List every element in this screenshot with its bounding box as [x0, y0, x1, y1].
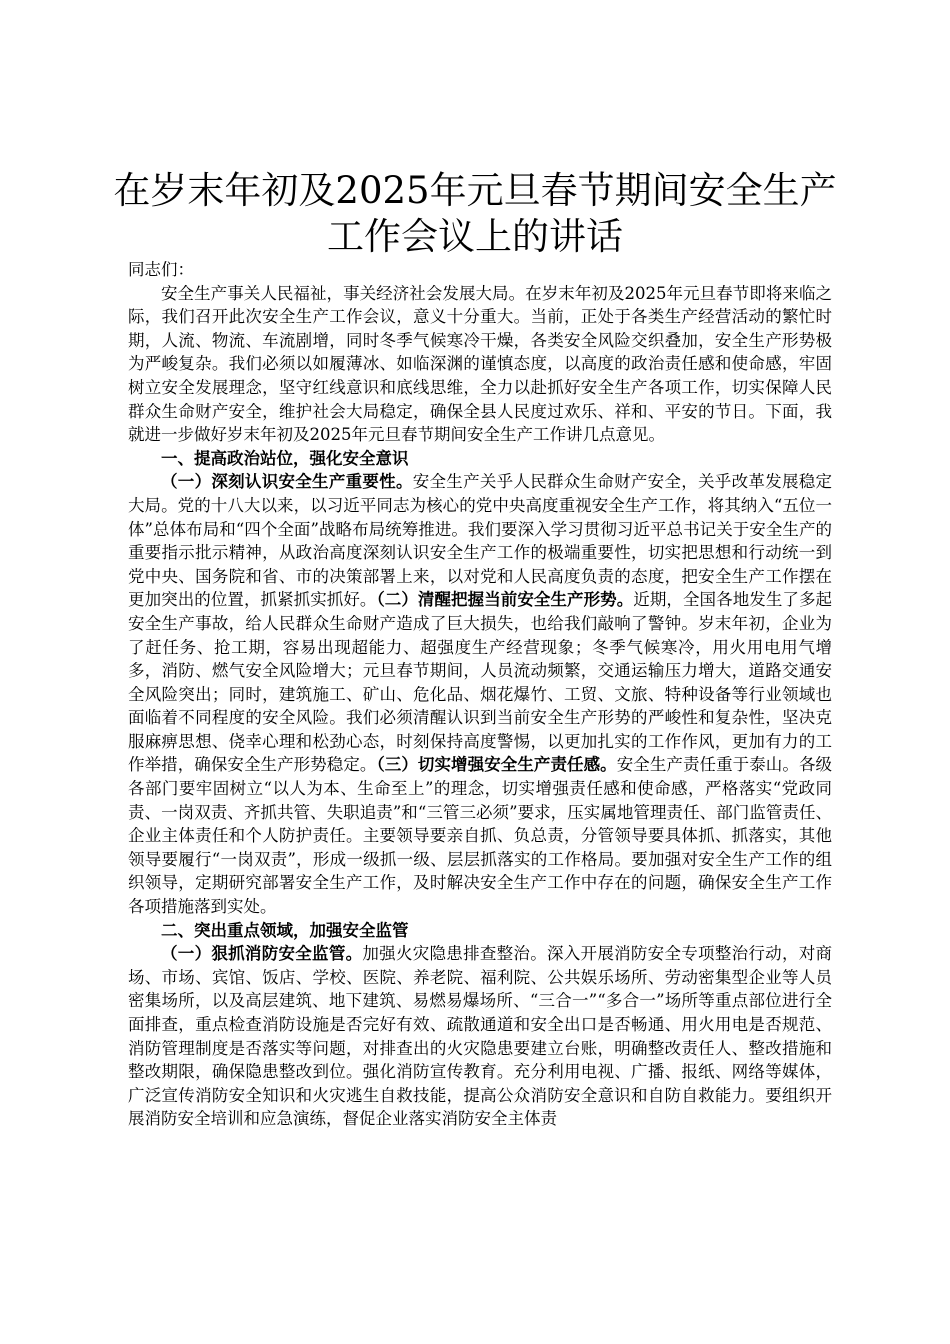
- subsection-1-3-text: 安全生产责任重于泰山。各级各部门要牢固树立“以人为本、生命至上”的理念，切实增强责任感和使命感，严格落实“党政同责、一岗双责、齐抓共管、失职追责”和“三管三必须”要求，压实属地管理责任、部门监管责任、企业主体责任和个人防护责任。主要领导要亲自抓、负总责，分管领导要具体抓、抓落实，其他领导要履行“一岗双责”，形成一级抓一级、层层抓落实的工作格局。要加强对安全生产工作的组织领导，定期研究部署安全生产工作，及时解决安全生产工作中存在的问题，确保安全生产工作各项措施落到实处。: [128, 755, 833, 917]
- section-1-heading: 一、提高政治站位，强化安全意识: [161, 448, 409, 468]
- subsection-1-3-heading: （三）切实增强安全生产责任感。: [376, 755, 617, 775]
- subsection-1-2-heading: （二）清醒把握当前安全生产形势。: [376, 590, 634, 610]
- subsection-2-1-text: 加强火灾隐患排查整治。深入开展消防安全专项整治行动，对商场、市场、宾馆、饭店、学校、医院、养老院、福利院、公共娱乐场所、劳动密集型企业等人员密集场所，以及高层建筑、地下建筑、易燃易爆场所、“三合一”“多合一”场所等重点部位进行全面排查，重点检查消防设施是否完好有效、疏散通道和安全出口是否畅通、用火用电是否规范、消防管理制度是否落实等问题，对排查出的火灾隐患要建立台账，明确整改责任人、整改措施和整改期限，确保隐患整改到位。强化消防宣传教育。充分利用电视、广播、报纸、网络等媒体，广泛宣传消防安全知识和火灾逃生自救技能，提高公众消防安全意识和自防自救能力。要组织开展消防安全培训和应急演练，督促企业落实消防安全主体责: [128, 944, 833, 1129]
- intro-paragraph: 安全生产事关人民福祉，事关经济社会发展大局。在岁末年初及2025年元旦春节即将来临之际，我们召开此次安全生产工作会议，意义十分重大。当前，正处于各类生产经营活动的繁忙时期，人流、物流、车流剧增，同时冬季气候寒冷干燥，各类安全风险交织叠加，安全生产形势极为严峻复杂。我们必须以如履薄冰、如临深渊的谨慎态度，以高度的政治责任感和使命感，牢固树立安全发展理念，坚守红线意识和底线思维，全力以赴抓好安全生产各项工作，切实保障人民群众生命财产安全，维护社会大局稳定，确保全县人民度过欢乐、祥和、平安的节日。下面，我就进一步做好岁末年初及2025年元旦春节期间安全生产工作讲几点意见。: [128, 283, 832, 445]
- subsection-2-1-heading: （一）狠抓消防安全监管。: [161, 944, 363, 964]
- section-2-paragraph: [128, 942, 832, 1131]
- document-title-line-2: 工作会议上的讲话: [327, 215, 623, 258]
- document-body: [128, 258, 832, 1131]
- subsection-1-1-text: 安全生产关乎人民群众生命财产安全，关乎改革发展稳定大局。党的十八大以来，以习近平同志为核心的党中央高度重视安全生产工作，将其纳入“五位一体”总体布局和“四个全面”战略布局统筹推进。我们要深入学习贯彻习近平总书记关于安全生产的重要指示批示精神，从政治高度深刻认识安全生产工作的极端重要性，切实把思想和行动统一到党中央、国务院和省、市的决策部署上来，以对党和人民高度负责的态度，把安全生产工作摆在更加突出的位置，抓紧抓实抓好。: [128, 472, 833, 610]
- document-title-line-1: 在岁末年初及2025年元旦春节期间安全生产: [113, 169, 837, 212]
- section-1-paragraph: [128, 470, 832, 918]
- subsection-1-1-heading: （一）深刻认识安全生产重要性。: [161, 472, 413, 492]
- subsection-1-2-text: 近期，全国各地发生了多起安全生产事故，给人民群众生命财产造成了巨大损失，也给我们敲响了警钟。岁末年初，企业为了赶任务、抢工期，容易出现超能力、超强度生产经营现象；冬季气候寒冷，用火用电用气增多，消防、燃气安全风险增大；元旦春节期间，人员流动频繁，交通运输压力增大，道路交通安全风险突出；同时，建筑施工、矿山、危化品、烟花爆竹、工贸、文旅、特种设备等行业领域也面临着不同程度的安全风险。我们必须清醒认识到当前安全生产形势的严峻性和复杂性，坚决克服麻痹思想、侥幸心理和松劲心态，时刻保持高度警惕，以更加扎实的工作作风，更加有力的工作举措，确保安全生产形势稳定。: [128, 590, 833, 775]
- salutation: 同志们：: [128, 260, 194, 279]
- section-2-heading: 二、突出重点领域，加强安全监管: [161, 920, 409, 940]
